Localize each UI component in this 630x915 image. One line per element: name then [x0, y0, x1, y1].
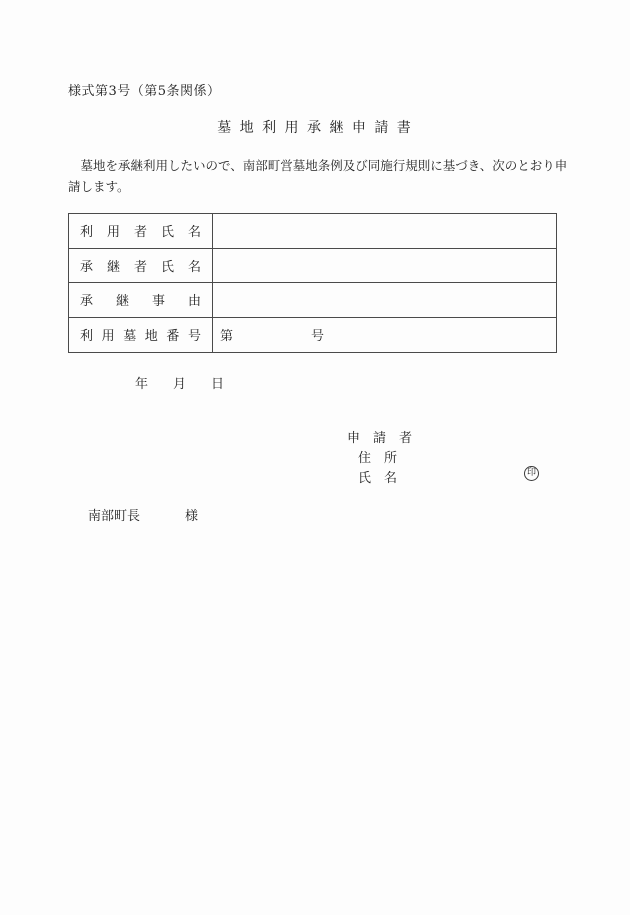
document-title: 墓 地 利 用 承 継 申 請 書 — [217, 120, 413, 136]
label-char: 墓 — [123, 329, 137, 345]
application-table — [68, 213, 557, 353]
table-row — [69, 214, 556, 249]
label-char: 利 — [80, 225, 94, 241]
applicant-address-label: 住 所 — [358, 451, 398, 466]
label-char: 者 — [133, 225, 147, 241]
body-line-1: 墓地を承継利用したいので、南部町営墓地条例及び同施行規則に基づき、次のとおり申 — [68, 158, 568, 173]
seal-icon: 印 — [524, 466, 539, 481]
row-value — [213, 283, 556, 317]
label-char: 用 — [106, 225, 120, 241]
table-row — [69, 283, 556, 318]
applicant-name-label: 氏 名 — [358, 471, 398, 486]
row-label — [69, 283, 213, 317]
label-char: 番 — [166, 329, 180, 345]
label-char: 号 — [187, 329, 201, 345]
table-row — [69, 318, 556, 353]
label-char: 継 — [115, 294, 129, 310]
table-row — [69, 249, 556, 284]
label-char: 者 — [133, 259, 147, 275]
label-char: 継 — [106, 259, 120, 275]
body-paragraph — [68, 156, 568, 197]
label-char: 承 — [80, 294, 94, 310]
row-label — [69, 214, 213, 248]
label-char: 地 — [144, 329, 158, 345]
row-value — [213, 214, 556, 248]
addressee-title: 南部町長 — [88, 509, 141, 524]
label-char: 利 — [80, 329, 94, 345]
label-char: 名 — [187, 259, 201, 275]
label-char: 事 — [151, 294, 165, 310]
value-suffix: 号 — [311, 329, 325, 345]
row-value — [213, 249, 556, 283]
label-char: 承 — [80, 259, 94, 275]
addressee-honorific: 様 — [185, 509, 199, 524]
applicant-heading: 申 請 者 — [347, 431, 413, 446]
addressee-line — [88, 505, 198, 524]
row-value — [213, 318, 556, 353]
row-label — [69, 318, 213, 353]
date-line: 年 月 日 — [135, 377, 231, 392]
label-char: 氏 — [160, 225, 174, 241]
label-char: 由 — [187, 294, 201, 310]
applicant-block — [347, 429, 412, 489]
label-char: 氏 — [160, 259, 174, 275]
body-line-2: 請します。 — [68, 178, 130, 194]
value-prefix: 第 — [220, 329, 234, 345]
label-char: 用 — [101, 329, 115, 345]
row-label — [69, 249, 213, 283]
label-char: 名 — [187, 225, 201, 241]
form-number: 様式第3号（第5条関係） — [68, 84, 221, 99]
